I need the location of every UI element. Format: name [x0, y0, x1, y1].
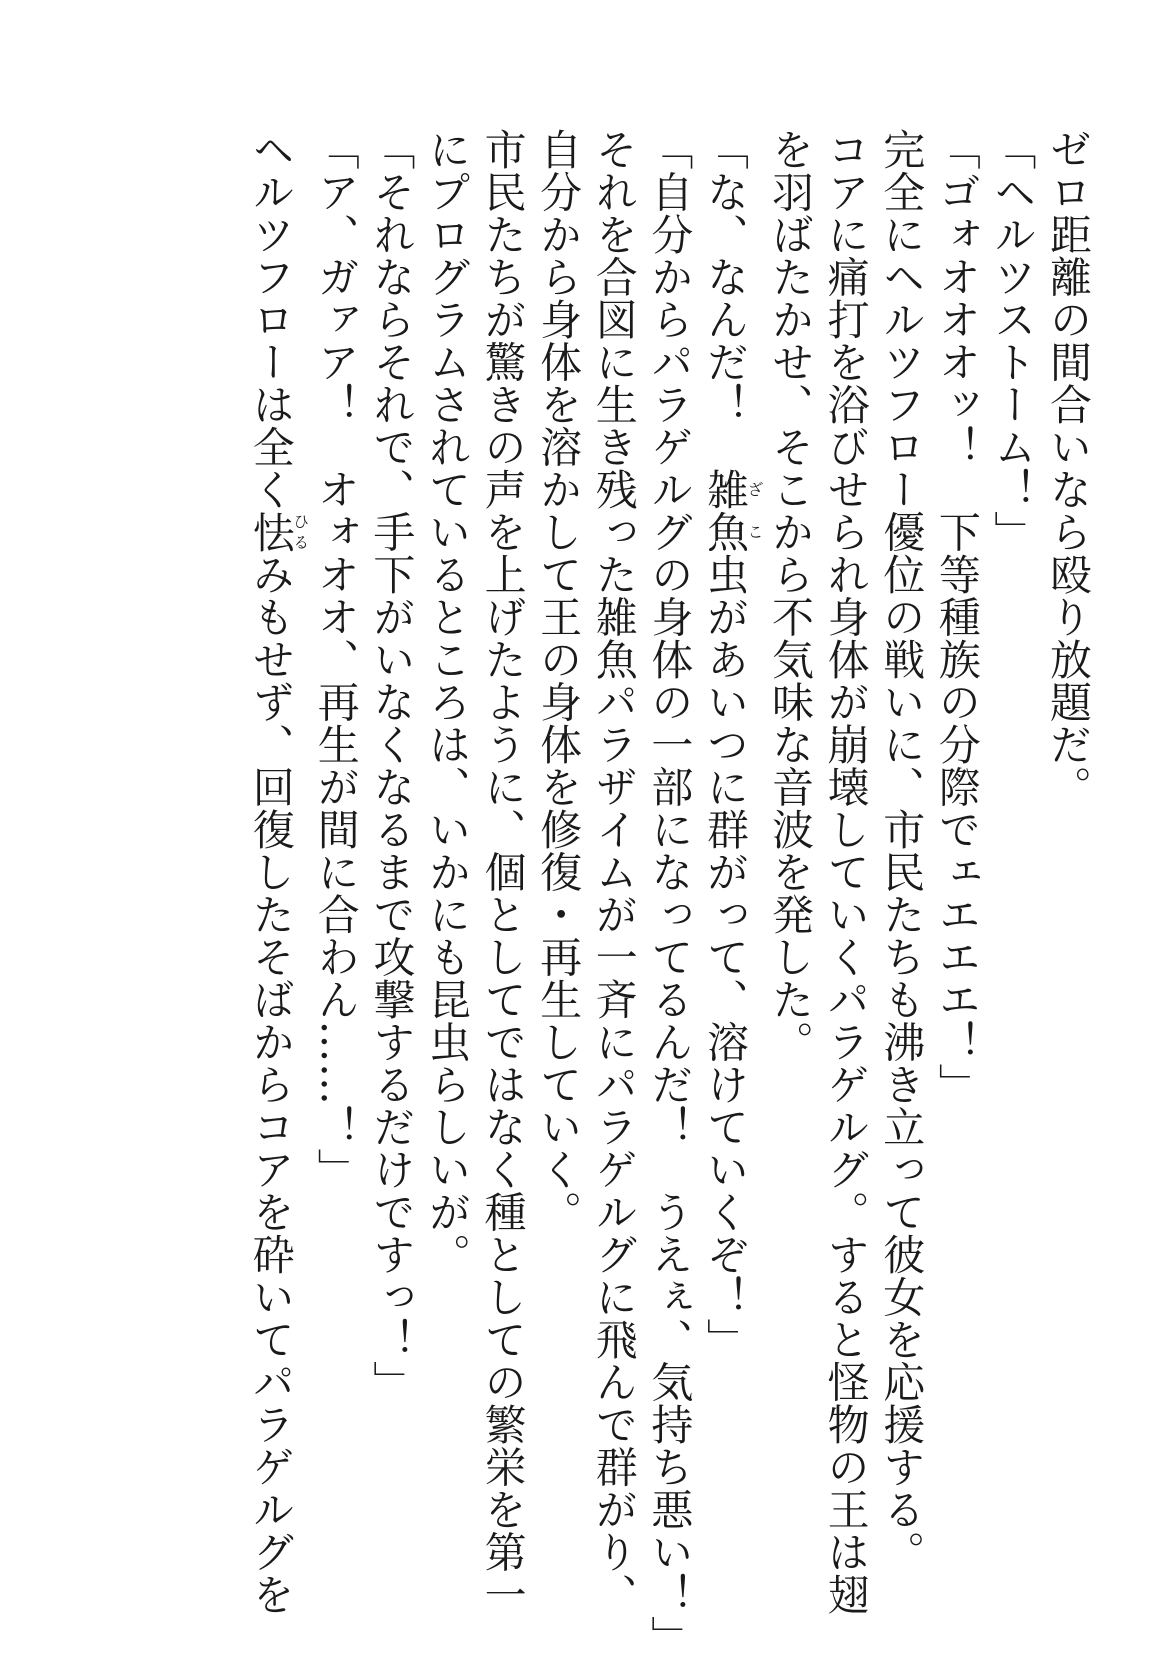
text-line-8: 「自分からパラゲルグの身体の一部になってるんだ！ うえぇ、気持ち悪い！」	[645, 128, 695, 1658]
text-line-12: にプログラムされているところは、いかにも昆虫らしいが。	[422, 128, 472, 1276]
vertical-text-body	[243, 128, 1096, 1658]
ruby-zako-base: 雑魚	[700, 468, 750, 553]
text-line-9: それを合図に生き残った雑魚パラザイムが一斉にパラゲルグに飛んで群がり、	[589, 128, 639, 1616]
text-line-15-after: みもせず、回復したそばからコアを砕いてパラゲルグを	[246, 553, 296, 1616]
text-line-11: 市民たちが驚きの声を上げたように、個としてではなく種としての繁栄を第一	[478, 128, 528, 1616]
ruby-hirumi	[246, 510, 310, 554]
text-line-5: コアに痛打を浴びせられ身体が崩壊していくパラゲルグ。すると怪物の王は翅	[821, 128, 871, 1616]
text-line-1: ゼロ距離の間合いなら殴り放題だ。	[1044, 128, 1093, 808]
text-line-13: 「それならそれで、手下がいなくなるまで攻撃するだけですっ！」	[367, 128, 417, 1403]
ruby-hirumi-reading: ひる	[290, 510, 310, 553]
text-line-15-before: ヘルツフローは全く	[246, 128, 296, 511]
text-line-6: を羽ばたかせ、そこから不気味な音波を発した。	[766, 128, 816, 1063]
text-line-7-before: 「な、なんだ！	[700, 128, 750, 468]
ruby-zako	[700, 468, 764, 553]
text-line-3: 「ゴォオオオッ！ 下等種族の分際でェエエエ！」	[932, 128, 982, 1106]
text-line-7	[697, 128, 762, 1528]
ruby-hirumi-base: 怯	[246, 510, 296, 553]
text-line-14: 「ア、ガァア！ オォオオ、再生が間に合わん……！」	[311, 128, 361, 1191]
text-line-4: 完全にヘルツフロー優位の戦いに、市民たちも沸き立って彼女を応援する。	[877, 128, 927, 1573]
text-line-7-after: 虫があいつに群がって、溶けていくぞ！」	[700, 553, 750, 1361]
text-line-10: 自分から身体を溶かして王の身体を修復・再生していく。	[534, 128, 584, 1233]
text-line-15	[243, 128, 310, 1616]
ruby-zako-reading: ざこ	[744, 468, 764, 553]
text-line-2: 「ヘルツストーム！」	[988, 128, 1038, 553]
